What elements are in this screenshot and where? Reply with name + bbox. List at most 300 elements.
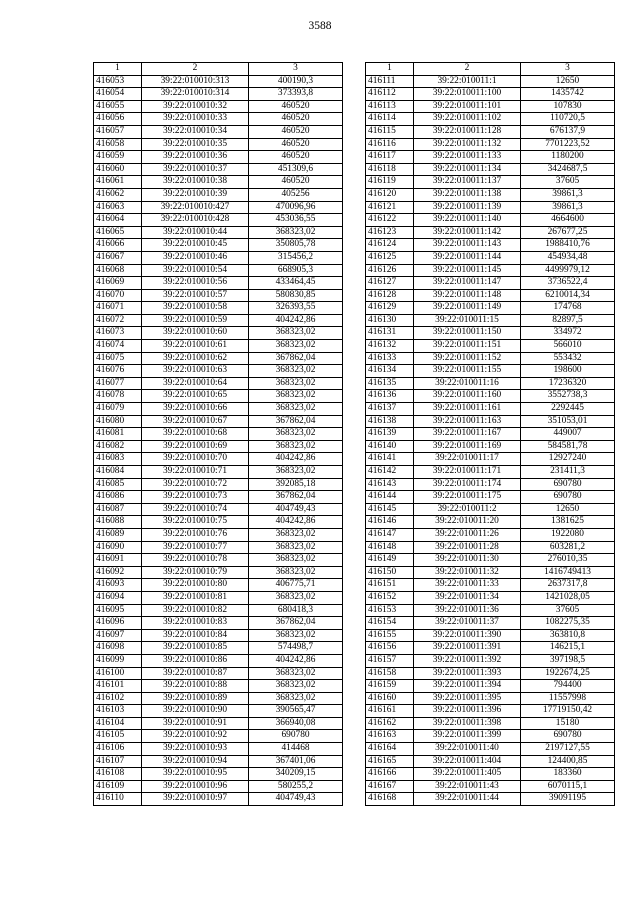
- cadastral-number-cell: 39:22:010010:56: [142, 277, 249, 290]
- row-number-cell: 416137: [366, 403, 414, 416]
- value-cell: 668905,3: [249, 264, 343, 277]
- value-cell: 363810,8: [521, 629, 615, 642]
- row-number-cell: 416116: [366, 138, 414, 151]
- cadastral-number-cell: 39:22:010011:167: [414, 428, 521, 441]
- table-row: [366, 88, 615, 101]
- table-row: [94, 251, 343, 264]
- cadastral-number-cell: 39:22:010011:137: [414, 176, 521, 189]
- value-cell: 414468: [249, 743, 343, 756]
- cadastral-number-cell: 39:22:010011:133: [414, 151, 521, 164]
- cadastral-number-cell: 39:22:010011:142: [414, 226, 521, 239]
- cadastral-number-cell: 39:22:010011:171: [414, 466, 521, 479]
- value-cell: 367862,04: [249, 491, 343, 504]
- cadastral-number-cell: 39:22:010010:46: [142, 251, 249, 264]
- cadastral-number-cell: 39:22:010011:145: [414, 264, 521, 277]
- row-number-cell: 416150: [366, 566, 414, 579]
- cadastral-number-cell: 39:22:010011:36: [414, 604, 521, 617]
- table-header-row: [94, 63, 343, 76]
- cadastral-number-cell: 39:22:010010:427: [142, 201, 249, 214]
- cadastral-number-cell: 39:22:010010:33: [142, 113, 249, 126]
- table-row: [366, 251, 615, 264]
- row-number-cell: 416108: [94, 768, 142, 781]
- row-number-cell: 416141: [366, 453, 414, 466]
- row-number-cell: 416053: [94, 75, 142, 88]
- table-row: [94, 717, 343, 730]
- cadastral-number-cell: 39:22:010011:155: [414, 365, 521, 378]
- cadastral-number-cell: 39:22:010011:393: [414, 667, 521, 680]
- row-number-cell: 416156: [366, 642, 414, 655]
- value-cell: 454934,48: [521, 251, 615, 264]
- row-number-cell: 416149: [366, 554, 414, 567]
- table-row: [94, 591, 343, 604]
- cadastral-number-cell: 39:22:010010:34: [142, 125, 249, 138]
- row-number-cell: 416123: [366, 226, 414, 239]
- cadastral-number-cell: 39:22:010010:89: [142, 692, 249, 705]
- table-row: [366, 730, 615, 743]
- column-header: 3: [249, 63, 343, 76]
- row-number-cell: 416117: [366, 151, 414, 164]
- table-row: [366, 503, 615, 516]
- row-number-cell: 416111: [366, 75, 414, 88]
- table-row: [94, 314, 343, 327]
- cadastral-number-cell: 39:22:010011:399: [414, 730, 521, 743]
- value-cell: 368323,02: [249, 428, 343, 441]
- row-number-cell: 416148: [366, 541, 414, 554]
- cadastral-number-cell: 39:22:010011:398: [414, 717, 521, 730]
- cadastral-number-cell: 39:22:010011:390: [414, 629, 521, 642]
- cadastral-number-cell: 39:22:010011:140: [414, 214, 521, 227]
- cadastral-number-cell: 39:22:010011:161: [414, 403, 521, 416]
- value-cell: 368323,02: [249, 554, 343, 567]
- value-cell: 6070115,1: [521, 780, 615, 793]
- value-cell: 368323,02: [249, 403, 343, 416]
- row-number-cell: 416133: [366, 352, 414, 365]
- cadastral-number-cell: 39:22:010010:63: [142, 365, 249, 378]
- row-number-cell: 416101: [94, 680, 142, 693]
- table-row: [366, 591, 615, 604]
- row-number-cell: 416152: [366, 591, 414, 604]
- value-cell: 368323,02: [249, 390, 343, 403]
- value-cell: 368323,02: [249, 591, 343, 604]
- row-number-cell: 416160: [366, 692, 414, 705]
- table-row: [94, 743, 343, 756]
- row-number-cell: 416077: [94, 377, 142, 390]
- table-row: [366, 491, 615, 504]
- row-number-cell: 416164: [366, 743, 414, 756]
- cadastral-number-cell: 39:22:010010:72: [142, 478, 249, 491]
- cadastral-number-cell: 39:22:010011:148: [414, 289, 521, 302]
- row-number-cell: 416085: [94, 478, 142, 491]
- row-number-cell: 416060: [94, 163, 142, 176]
- table-row: [366, 717, 615, 730]
- row-number-cell: 416132: [366, 340, 414, 353]
- value-cell: 453036,55: [249, 214, 343, 227]
- cadastral-number-cell: 39:22:010011:28: [414, 541, 521, 554]
- row-number-cell: 416163: [366, 730, 414, 743]
- cadastral-number-cell: 39:22:010011:139: [414, 201, 521, 214]
- cadastral-number-cell: 39:22:010011:391: [414, 642, 521, 655]
- cadastral-number-cell: 39:22:010011:17: [414, 453, 521, 466]
- cadastral-number-cell: 39:22:010011:169: [414, 440, 521, 453]
- table-row: [94, 226, 343, 239]
- value-cell: 566010: [521, 340, 615, 353]
- table-row: [94, 629, 343, 642]
- table-row: [366, 415, 615, 428]
- cadastral-number-cell: 39:22:010010:54: [142, 264, 249, 277]
- value-cell: 334972: [521, 327, 615, 340]
- value-cell: 17236320: [521, 377, 615, 390]
- value-cell: 690780: [521, 730, 615, 743]
- table-row: [94, 201, 343, 214]
- table-row: [94, 642, 343, 655]
- row-number-cell: 416136: [366, 390, 414, 403]
- table-row: [366, 327, 615, 340]
- row-number-cell: 416058: [94, 138, 142, 151]
- table-row: [366, 340, 615, 353]
- value-cell: 368323,02: [249, 466, 343, 479]
- table-row: [366, 201, 615, 214]
- cadastral-number-cell: 39:22:010011:100: [414, 88, 521, 101]
- row-number-cell: 416064: [94, 214, 142, 227]
- table-row: [366, 440, 615, 453]
- value-cell: 367401,06: [249, 755, 343, 768]
- cadastral-number-cell: 39:22:010010:81: [142, 591, 249, 604]
- cadastral-number-cell: 39:22:010010:428: [142, 214, 249, 227]
- value-cell: 470096,96: [249, 201, 343, 214]
- register-table-right: [365, 62, 615, 806]
- value-cell: 368323,02: [249, 667, 343, 680]
- cadastral-number-cell: 39:22:010011:392: [414, 654, 521, 667]
- table-row: [366, 289, 615, 302]
- table-row: [366, 113, 615, 126]
- table-row: [94, 403, 343, 416]
- row-number-cell: 416069: [94, 277, 142, 290]
- row-number-cell: 416124: [366, 239, 414, 252]
- row-number-cell: 416135: [366, 377, 414, 390]
- row-number-cell: 416106: [94, 743, 142, 756]
- cadastral-number-cell: 39:22:010010:314: [142, 88, 249, 101]
- value-cell: 39091195: [521, 793, 615, 806]
- value-cell: 7701223,52: [521, 138, 615, 151]
- cadastral-number-cell: 39:22:010011:34: [414, 591, 521, 604]
- table-row: [94, 377, 343, 390]
- cadastral-number-cell: 39:22:010011:128: [414, 125, 521, 138]
- table-row: [94, 163, 343, 176]
- table-row: [94, 453, 343, 466]
- table-row: [94, 264, 343, 277]
- cadastral-number-cell: 39:22:010010:93: [142, 743, 249, 756]
- row-number-cell: 416073: [94, 327, 142, 340]
- row-number-cell: 416165: [366, 755, 414, 768]
- cadastral-number-cell: 39:22:010010:60: [142, 327, 249, 340]
- table-row: [366, 214, 615, 227]
- row-number-cell: 416140: [366, 440, 414, 453]
- value-cell: 4499979,12: [521, 264, 615, 277]
- table-row: [94, 768, 343, 781]
- table-row: [366, 793, 615, 806]
- table-row: [366, 768, 615, 781]
- row-number-cell: 416157: [366, 654, 414, 667]
- table-row: [94, 491, 343, 504]
- cadastral-number-cell: 39:22:010011:396: [414, 705, 521, 718]
- value-cell: 460520: [249, 100, 343, 113]
- cadastral-number-cell: 39:22:010011:16: [414, 377, 521, 390]
- table-row: [366, 226, 615, 239]
- value-cell: 1435742: [521, 88, 615, 101]
- table-row: [94, 705, 343, 718]
- row-number-cell: 416070: [94, 289, 142, 302]
- table-row: [366, 352, 615, 365]
- value-cell: 276010,35: [521, 554, 615, 567]
- table-row: [94, 503, 343, 516]
- row-number-cell: 416079: [94, 403, 142, 416]
- row-number-cell: 416130: [366, 314, 414, 327]
- column-header: 3: [521, 63, 615, 76]
- row-number-cell: 416086: [94, 491, 142, 504]
- cadastral-number-cell: 39:22:010011:37: [414, 617, 521, 630]
- table-row: [366, 75, 615, 88]
- table-row: [366, 365, 615, 378]
- value-cell: 315456,2: [249, 251, 343, 264]
- cadastral-number-cell: 39:22:010010:65: [142, 390, 249, 403]
- table-row: [366, 541, 615, 554]
- table-row: [94, 667, 343, 680]
- value-cell: 4664600: [521, 214, 615, 227]
- row-number-cell: 416113: [366, 100, 414, 113]
- value-cell: 124400,85: [521, 755, 615, 768]
- cadastral-number-cell: 39:22:010011:404: [414, 755, 521, 768]
- cadastral-number-cell: 39:22:010010:44: [142, 226, 249, 239]
- table-row: [366, 554, 615, 567]
- value-cell: 350805,78: [249, 239, 343, 252]
- value-cell: 340209,15: [249, 768, 343, 781]
- cadastral-number-cell: 39:22:010010:88: [142, 680, 249, 693]
- table-row: [94, 654, 343, 667]
- table-row: [366, 516, 615, 529]
- table-row: [366, 654, 615, 667]
- row-number-cell: 416094: [94, 591, 142, 604]
- cadastral-number-cell: 39:22:010010:59: [142, 314, 249, 327]
- value-cell: 676137,9: [521, 125, 615, 138]
- row-number-cell: 416063: [94, 201, 142, 214]
- cadastral-number-cell: 39:22:010010:79: [142, 566, 249, 579]
- cadastral-number-cell: 39:22:010011:147: [414, 277, 521, 290]
- table-row: [366, 176, 615, 189]
- row-number-cell: 416081: [94, 428, 142, 441]
- cadastral-number-cell: 39:22:010010:73: [142, 491, 249, 504]
- row-number-cell: 416083: [94, 453, 142, 466]
- cadastral-number-cell: 39:22:010011:160: [414, 390, 521, 403]
- value-cell: 366940,08: [249, 717, 343, 730]
- column-header: 1: [366, 63, 414, 76]
- value-cell: 174768: [521, 302, 615, 315]
- table-row: [94, 793, 343, 806]
- table-row: [366, 755, 615, 768]
- value-cell: 580830,85: [249, 289, 343, 302]
- cadastral-number-cell: 39:22:010010:86: [142, 654, 249, 667]
- cadastral-number-cell: 39:22:010010:36: [142, 151, 249, 164]
- value-cell: 460520: [249, 113, 343, 126]
- row-number-cell: 416145: [366, 503, 414, 516]
- row-number-cell: 416128: [366, 289, 414, 302]
- row-number-cell: 416061: [94, 176, 142, 189]
- value-cell: 690780: [521, 478, 615, 491]
- table-row: [366, 239, 615, 252]
- value-cell: 2637317,8: [521, 579, 615, 592]
- table-row: [94, 340, 343, 353]
- value-cell: 400190,3: [249, 75, 343, 88]
- table-row: [94, 188, 343, 201]
- table-row: [94, 730, 343, 743]
- cadastral-number-cell: 39:22:010010:61: [142, 340, 249, 353]
- cadastral-number-cell: 39:22:010011:30: [414, 554, 521, 567]
- table-row: [94, 428, 343, 441]
- value-cell: 368323,02: [249, 440, 343, 453]
- value-cell: 39861,3: [521, 188, 615, 201]
- table-row: [366, 188, 615, 201]
- row-number-cell: 416080: [94, 415, 142, 428]
- page-number: 3588: [308, 20, 332, 32]
- value-cell: 574498,7: [249, 642, 343, 655]
- value-cell: 794400: [521, 680, 615, 693]
- cadastral-number-cell: 39:22:010011:134: [414, 163, 521, 176]
- table-row: [94, 390, 343, 403]
- value-cell: 392085,18: [249, 478, 343, 491]
- value-cell: 460520: [249, 151, 343, 164]
- value-cell: 404242,86: [249, 654, 343, 667]
- row-number-cell: 416097: [94, 629, 142, 642]
- cadastral-number-cell: 39:22:010010:82: [142, 604, 249, 617]
- value-cell: 37605: [521, 604, 615, 617]
- row-number-cell: 416067: [94, 251, 142, 264]
- row-number-cell: 416125: [366, 251, 414, 264]
- value-cell: 690780: [521, 491, 615, 504]
- row-number-cell: 416076: [94, 365, 142, 378]
- cadastral-number-cell: 39:22:010010:45: [142, 239, 249, 252]
- row-number-cell: 416118: [366, 163, 414, 176]
- cadastral-number-cell: 39:22:010010:74: [142, 503, 249, 516]
- value-cell: 406775,71: [249, 579, 343, 592]
- value-cell: 680418,3: [249, 604, 343, 617]
- table-row: [94, 780, 343, 793]
- cadastral-number-cell: 39:22:010011:44: [414, 793, 521, 806]
- value-cell: 1421028,05: [521, 591, 615, 604]
- row-number-cell: 416131: [366, 327, 414, 340]
- table-row: [94, 541, 343, 554]
- cadastral-number-cell: 39:22:010011:101: [414, 100, 521, 113]
- value-cell: 1922674,25: [521, 667, 615, 680]
- row-number-cell: 416120: [366, 188, 414, 201]
- row-number-cell: 416114: [366, 113, 414, 126]
- value-cell: 39861,3: [521, 201, 615, 214]
- value-cell: 397198,5: [521, 654, 615, 667]
- row-number-cell: 416139: [366, 428, 414, 441]
- row-number-cell: 416062: [94, 188, 142, 201]
- value-cell: 404749,43: [249, 503, 343, 516]
- row-number-cell: 416121: [366, 201, 414, 214]
- table-row: [94, 289, 343, 302]
- value-cell: 603281,2: [521, 541, 615, 554]
- cadastral-number-cell: 39:22:010011:405: [414, 768, 521, 781]
- row-number-cell: 416074: [94, 340, 142, 353]
- table-row: [366, 403, 615, 416]
- table-row: [366, 125, 615, 138]
- row-number-cell: 416072: [94, 314, 142, 327]
- value-cell: 82897,5: [521, 314, 615, 327]
- row-number-cell: 416057: [94, 125, 142, 138]
- value-cell: 404242,86: [249, 453, 343, 466]
- table-row: [366, 528, 615, 541]
- table-row: [94, 151, 343, 164]
- row-number-cell: 416110: [94, 793, 142, 806]
- cadastral-number-cell: 39:22:010011:395: [414, 692, 521, 705]
- cadastral-number-cell: 39:22:010010:90: [142, 705, 249, 718]
- value-cell: 368323,02: [249, 327, 343, 340]
- value-cell: 2197127,55: [521, 743, 615, 756]
- value-cell: 6210014,34: [521, 289, 615, 302]
- cadastral-number-cell: 39:22:010011:152: [414, 352, 521, 365]
- table-row: [94, 352, 343, 365]
- value-cell: 368323,02: [249, 377, 343, 390]
- row-number-cell: 416105: [94, 730, 142, 743]
- table-row: [94, 125, 343, 138]
- table-header-row: [366, 63, 615, 76]
- cadastral-number-cell: 39:22:010011:151: [414, 340, 521, 353]
- table-row: [94, 75, 343, 88]
- table-row: [366, 629, 615, 642]
- table-row: [94, 755, 343, 768]
- cadastral-number-cell: 39:22:010011:175: [414, 491, 521, 504]
- table-row: [366, 667, 615, 680]
- cadastral-number-cell: 39:22:010010:38: [142, 176, 249, 189]
- value-cell: 451309,6: [249, 163, 343, 176]
- cadastral-number-cell: 39:22:010010:66: [142, 403, 249, 416]
- cadastral-number-cell: 39:22:010011:33: [414, 579, 521, 592]
- cadastral-number-cell: 39:22:010010:32: [142, 100, 249, 113]
- cadastral-number-cell: 39:22:010010:95: [142, 768, 249, 781]
- table-row: [366, 264, 615, 277]
- table-row: [94, 239, 343, 252]
- cadastral-number-cell: 39:22:010011:102: [414, 113, 521, 126]
- table-row: [94, 88, 343, 101]
- row-number-cell: 416112: [366, 88, 414, 101]
- row-number-cell: 416147: [366, 528, 414, 541]
- cadastral-number-cell: 39:22:010011:43: [414, 780, 521, 793]
- value-cell: 368323,02: [249, 340, 343, 353]
- value-cell: 368323,02: [249, 680, 343, 693]
- row-number-cell: 416100: [94, 667, 142, 680]
- cadastral-number-cell: 39:22:010011:15: [414, 314, 521, 327]
- table-row: [366, 579, 615, 592]
- value-cell: 1988410,76: [521, 239, 615, 252]
- value-cell: 1082275,35: [521, 617, 615, 630]
- value-cell: 373393,8: [249, 88, 343, 101]
- table-row: [366, 466, 615, 479]
- table-row: [94, 113, 343, 126]
- row-number-cell: 416056: [94, 113, 142, 126]
- table-row: [366, 780, 615, 793]
- row-number-cell: 416065: [94, 226, 142, 239]
- value-cell: 368323,02: [249, 566, 343, 579]
- cadastral-number-cell: 39:22:010010:37: [142, 163, 249, 176]
- table-row: [366, 138, 615, 151]
- table-row: [366, 642, 615, 655]
- cadastral-number-cell: 39:22:010010:92: [142, 730, 249, 743]
- value-cell: 390565,47: [249, 705, 343, 718]
- row-number-cell: 416068: [94, 264, 142, 277]
- cadastral-number-cell: 39:22:010010:64: [142, 377, 249, 390]
- cadastral-number-cell: 39:22:010010:83: [142, 617, 249, 630]
